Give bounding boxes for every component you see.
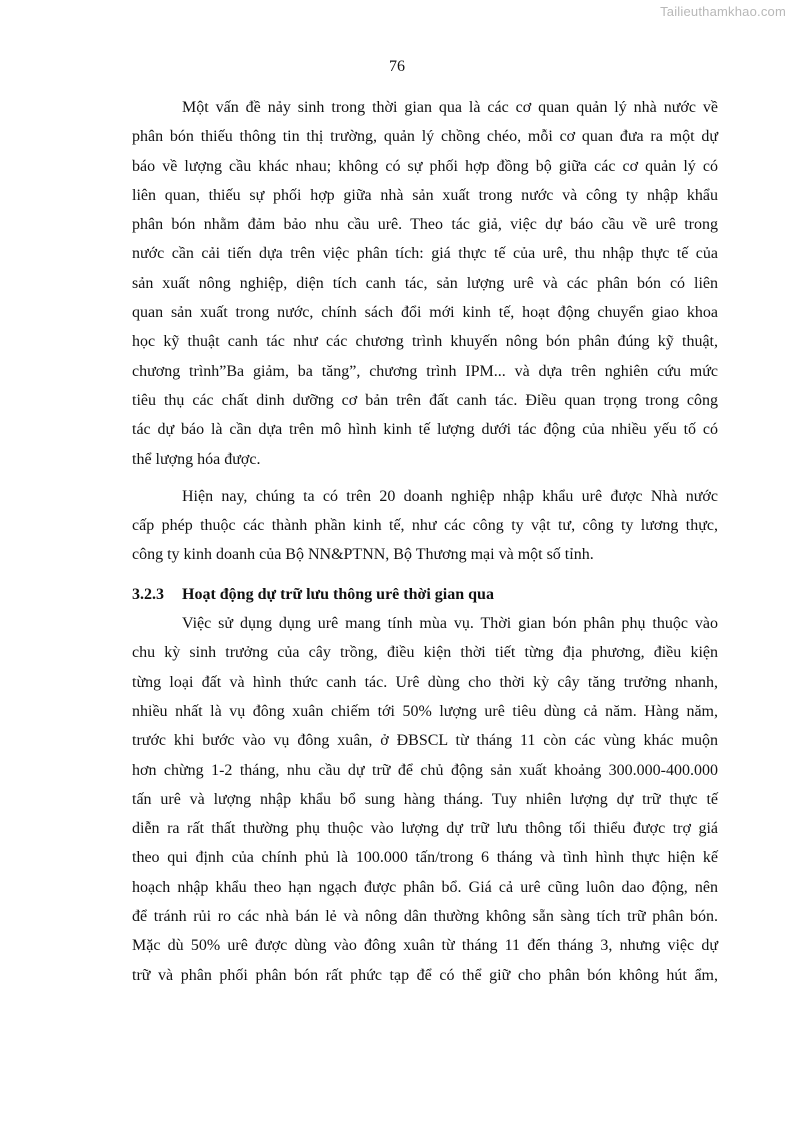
text-line: liên quan, thiếu sự phối hợp giữa nhà sản xuất trong nước và công ty nhập khẩu xyxy=(132,186,718,204)
text-line: Mặc dù 50% urê được dùng vào đông xuân từ tháng 11 đến tháng 3, nhưng việc dự xyxy=(132,937,718,955)
section-number: 3.2.3 xyxy=(132,585,164,603)
paragraph-2 xyxy=(132,482,718,570)
text-line: công ty kinh doanh của Bộ NN&PTNN, Bộ Thương mại và một số tỉnh. xyxy=(132,546,594,564)
text-line: hoạch nhập khẩu theo hạn ngạch được phân bổ. Giá cả urê cũng luôn dao động, nên xyxy=(132,878,718,896)
text-line: Việc sử dụng dụng urê mang tính mùa vụ. Thời gian bón phân phụ thuộc vào xyxy=(182,615,718,633)
text-line: phân bón thiếu thông tin thị trường, quản lý chồng chéo, mỗi cơ quan đưa ra một dự xyxy=(132,128,718,146)
document-body xyxy=(132,93,718,998)
text-line: sản xuất nông nghiệp, diện tích canh tác, sản lượng urê và các phân bón có liên xyxy=(132,274,718,292)
text-line: phân bón nhằm đảm bảo nhu cầu urê. Theo tác giả, việc dự báo cầu về urê trong xyxy=(132,216,718,234)
text-line: báo về lượng cầu khác nhau; không có sự phối hợp đồng bộ giữa các cơ quản lý có xyxy=(132,157,718,175)
text-line: tấn urê và lượng nhập khẩu bổ sung hàng tháng. Tuy nhiên lượng dự trữ thực tế xyxy=(132,790,718,808)
text-line: nhiều nhất là vụ đông xuân chiếm tới 50% lượng urê tiêu dùng cả năm. Hàng năm, xyxy=(132,702,718,720)
text-line: Một vấn đề nảy sinh trong thời gian qua là các cơ quan quản lý nhà nước về xyxy=(182,99,718,116)
text-line: từng loại đất và hình thức canh tác. Urê dùng cho thời kỳ cây tăng trưởng nhanh, xyxy=(132,673,718,691)
text-line: chu kỳ sinh trưởng của cây trồng, điều kiện thời tiết từng địa phương, điều kiện xyxy=(132,644,718,662)
text-line: trữ và phân phối phân bón rất phức tạp để có thể giữ cho phân bón không hút ẩm, xyxy=(132,966,718,984)
text-line: trước khi bước vào vụ đông xuân, ở ĐBSCL từ tháng 11 còn các vùng khác muộn xyxy=(132,732,718,750)
text-line: Hiện nay, chúng ta có trên 20 doanh nghiệp nhập khẩu urê được Nhà nước xyxy=(182,487,718,505)
text-line: để tránh rủi ro các nhà bán lẻ và nông dân thường không sẵn sàng tích trữ phân bón. xyxy=(132,908,718,926)
text-line: học kỹ thuật canh tác như các chương trình khuyến nông bón phân đúng kỹ thuật, xyxy=(132,333,718,351)
text-line: tiêu thụ các chất dinh dưỡng cơ bản trên đất canh tác. Điều quan trọng trong công xyxy=(132,391,718,409)
text-line: hơn chừng 1-2 tháng, nhu cầu dự trữ để chủ động sản xuất khoảng 300.000-400.000 xyxy=(132,761,718,779)
page-number: 76 xyxy=(389,58,405,75)
paragraph-3 xyxy=(132,609,718,990)
text-line: cấp phép thuộc các thành phần kinh tế, như các công ty vật tư, công ty lương thực, xyxy=(132,517,718,535)
paragraph-1 xyxy=(132,93,718,474)
text-line: thể lượng hóa được. xyxy=(132,450,261,468)
text-line: diễn ra rất thất thường phụ thuộc vào lượng dự trữ lưu thông tối thiểu được trợ giá xyxy=(132,820,718,838)
section-title: Hoạt động dự trữ lưu thông urê thời gian qua xyxy=(182,585,494,603)
section-heading xyxy=(132,580,718,609)
watermark: Tailieuthamkhao.com xyxy=(660,4,786,19)
text-line: tác dự báo là cần dựa trên mô hình kinh tế lượng dưới tác động của nhiều yếu tố có xyxy=(132,421,718,439)
text-line: nước cần cải tiến dựa trên việc phân tích: giá thực tế của urê, thu nhập thực tế của xyxy=(132,245,718,263)
text-line: chương trình”Ba giảm, ba tăng”, chương trình IPM... và dựa trên nghiên cứu mức xyxy=(132,362,718,380)
text-line: quan sản xuất trong nước, chính sách đổi mới kinh tế, hoạt động chuyển giao khoa xyxy=(132,304,718,322)
text-line: theo qui định của chính phủ là 100.000 tấn/trong 6 tháng và tình hình thực hiện kế xyxy=(132,849,718,867)
